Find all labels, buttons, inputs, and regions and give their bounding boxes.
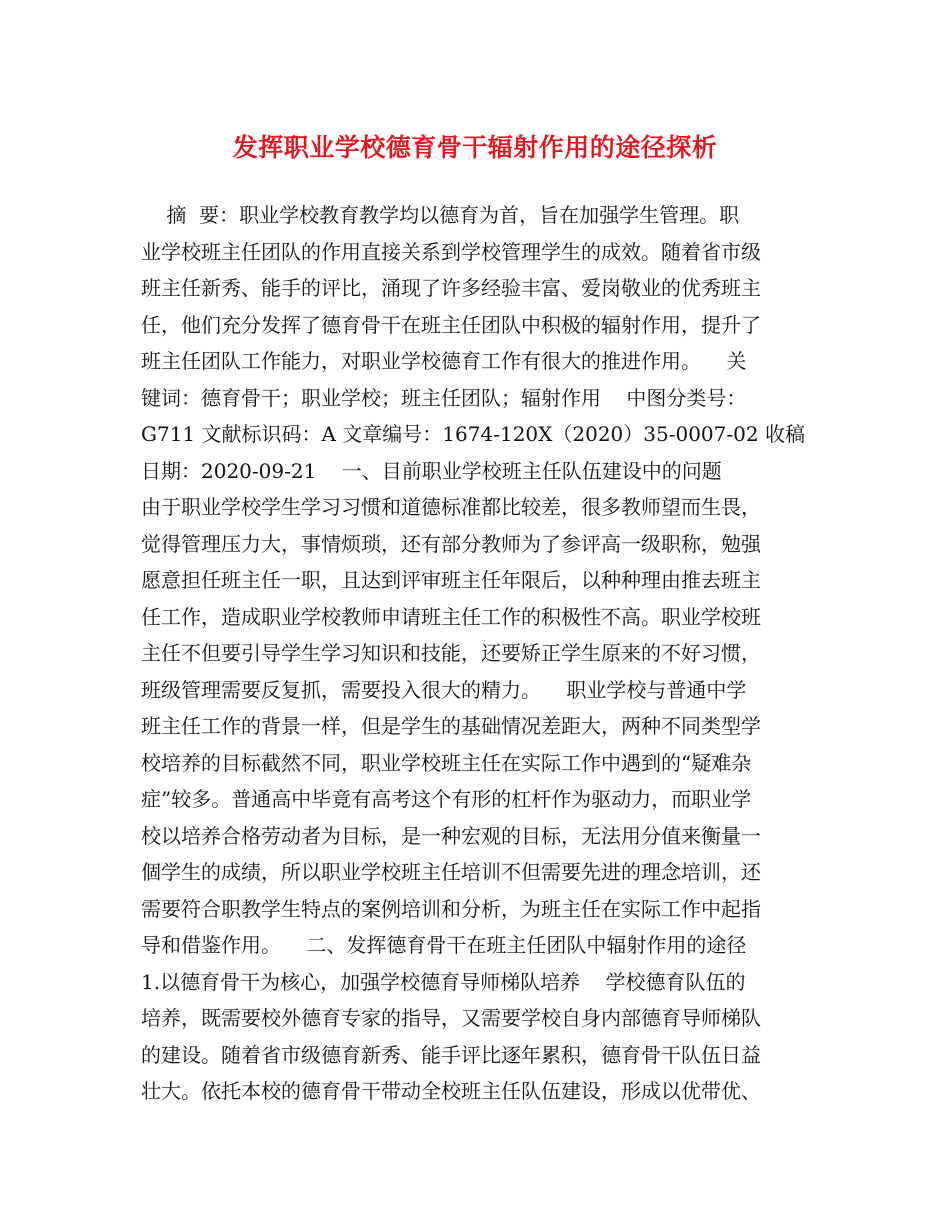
- body-line: 校以培养合格劳动者为目标，是一种宏观的目标，无法用分值来衡量一: [141, 823, 761, 848]
- body-line: 愿意担任班主任一职，且达到评审班主任年限后，以种种理由推去班主: [141, 568, 761, 592]
- document-body: [141, 197, 813, 1110]
- body-line: 個学生的成绩，所以职业学校班主任培训不但需要先进的理念培训，还: [141, 860, 761, 884]
- body-line: G711 文献标识码：A 文章编号：1674-120X（2020）35-0007-02 收稿: [141, 422, 805, 446]
- body-line: 由于职业学校学生学习习惯和道德标准都比较差，很多教师望而生畏，: [141, 495, 761, 519]
- body-line: 主任不但要引导学生学习知识和技能，还要矫正学生原来的不好习惯，: [141, 641, 761, 665]
- body-line: 键词：德育骨干；职业学校；班主任团队；辐射作用 中图分类号：: [141, 385, 747, 410]
- body-line: 校培养的目标截然不同，职业学校班主任在实际工作中遇到的“疑难杂: [141, 750, 752, 775]
- body-line: 日期：2020-09-21 一、目前职业学校班主任队伍建设中的问题: [141, 458, 722, 483]
- body-line: 觉得管理压力大，事情烦琐，还有部分教师为了参评高一级职称，勉强: [141, 531, 761, 556]
- body-line: 业学校班主任团队的作用直接关系到学校管理学生的成效。随着省市级: [141, 239, 761, 264]
- body-line: 任工作，造成职业学校教师申请班主任工作的积极性不高。职业学校班: [141, 604, 761, 629]
- body-line: 班主任团队工作能力，对职业学校德育工作有很大的推进作用。 关: [141, 349, 747, 373]
- body-line: 班级管理需要反复抓，需要投入很大的精力。 职业学校与普通中学: [141, 677, 747, 702]
- body-line: 的建设。随着省市级德育新秀、能手评比逐年累积，德育骨干队伍日益: [141, 1042, 761, 1067]
- body-line: 壮大。依托本校的德育骨干带动全校班主任队伍建设，形成以优带优、: [141, 1079, 761, 1103]
- body-line: 症”较多。普通高中毕竟有高考这个有形的杠杆作为驱动力，而职业学: [141, 787, 752, 811]
- body-line: 班主任工作的背景一样，但是学生的基础情况差距大，两种不同类型学: [141, 714, 761, 738]
- body-line: 班主任新秀、能手的评比，涌现了许多经验丰富、爱岗敬业的优秀班主: [141, 276, 761, 300]
- document-title: 发挥职业学校德育骨干辐射作用的途径探析: [232, 133, 718, 162]
- body-line: 需要符合职教学生特点的案例培训和分析，为班主任在实际工作中起指: [141, 896, 761, 921]
- body-line: 任，他们充分发挥了德育骨干在班主任团队中积极的辐射作用，提升了: [141, 312, 761, 337]
- body-line: 摘 要：职业学校教育教学均以德育为首，旨在加强学生管理。职: [141, 203, 740, 227]
- body-line: 1.以德育骨干为核心，加强学校德育导师梯队培养 学校德育队伍的: [141, 969, 746, 994]
- body-line: 导和借鉴作用。 二、发挥德育骨干在班主任团队中辐射作用的途径: [141, 933, 747, 957]
- body-line: 培养，既需要校外德育专家的指导，又需要学校自身内部德育导师梯队: [141, 1006, 761, 1030]
